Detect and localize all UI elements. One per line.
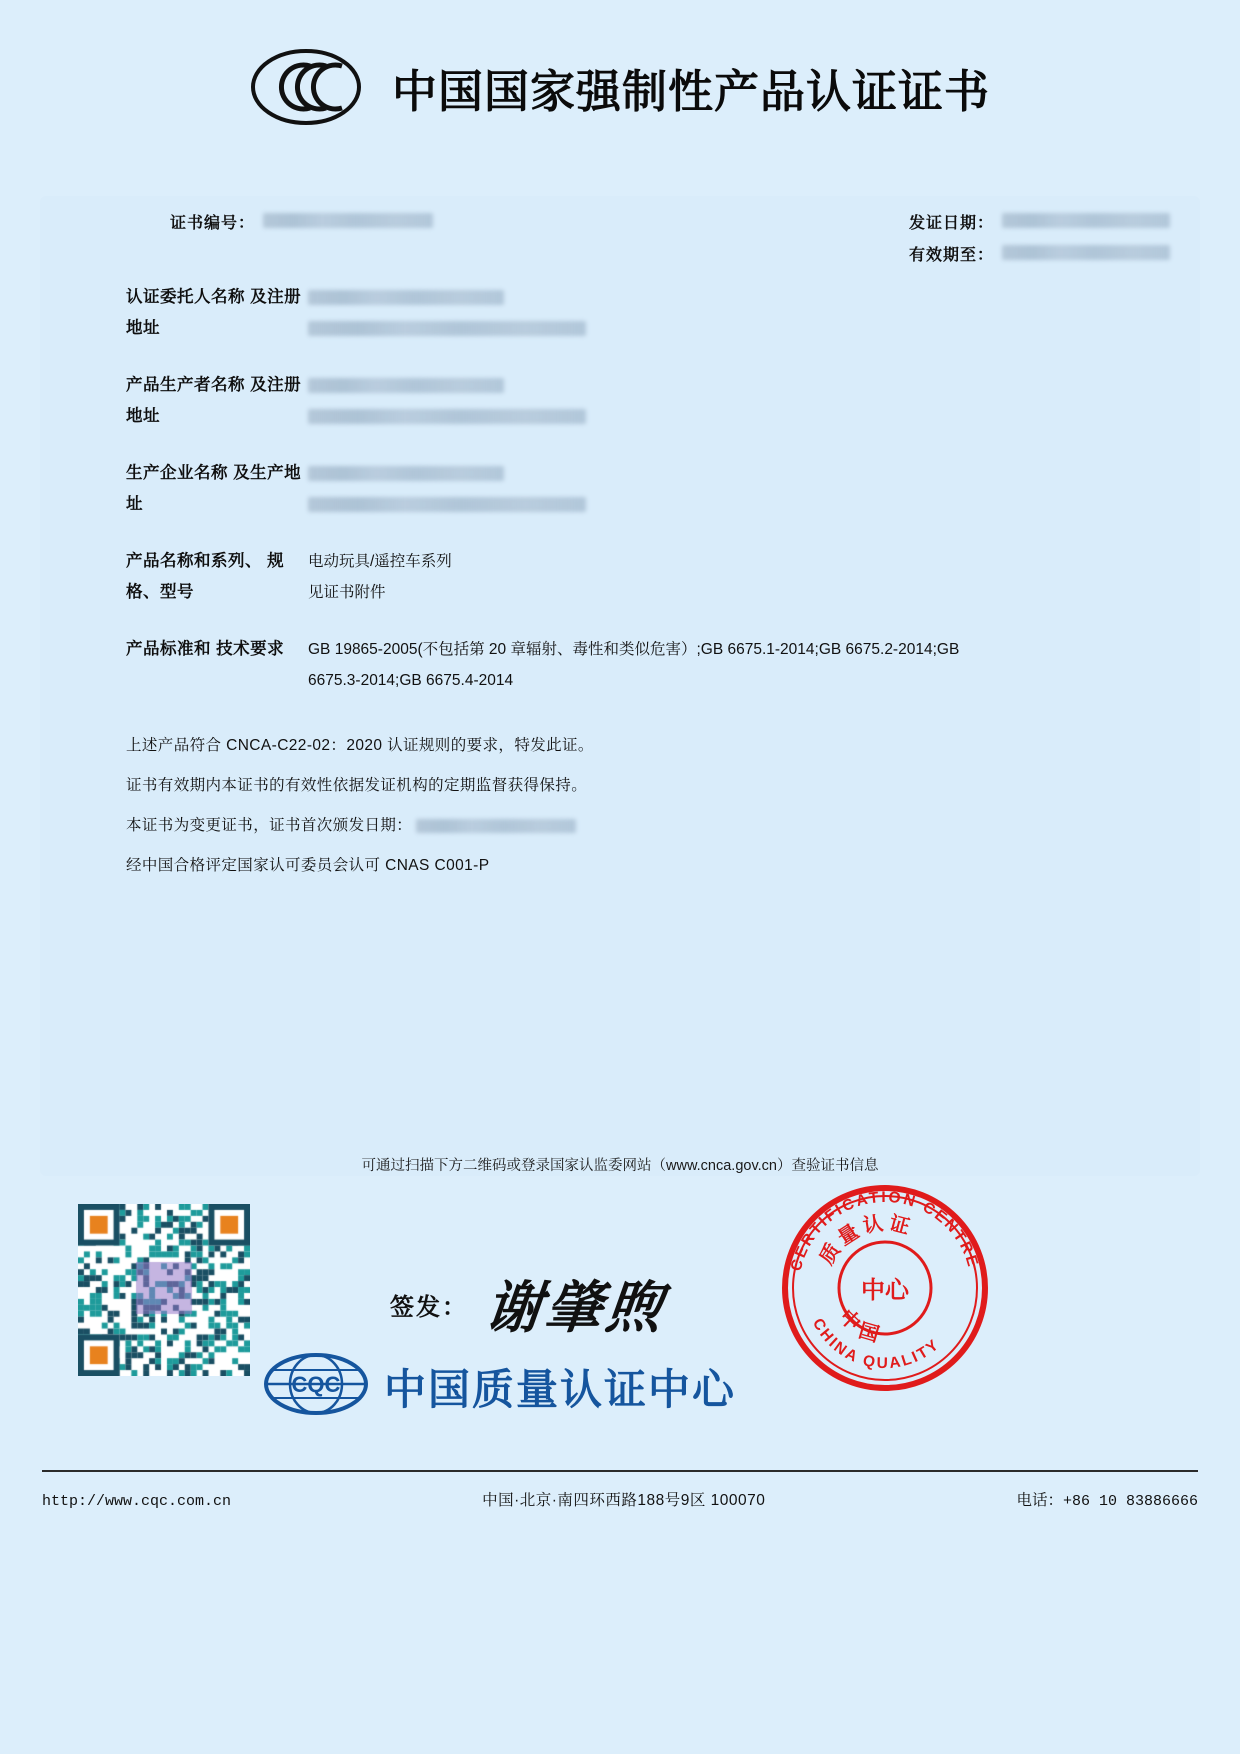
statement-line: 经中国合格评定国家认可委员会认可 CNAS C001-P bbox=[126, 857, 490, 874]
signature-name: 谢肇煦 bbox=[482, 1275, 670, 1341]
issue-date-value-redacted bbox=[1002, 213, 1170, 228]
certificate-panel bbox=[40, 196, 1200, 1176]
footer-address: 中国·北京·南四环西路188号9区 100070 bbox=[482, 1492, 766, 1509]
official-seal bbox=[775, 1178, 995, 1398]
signature-area bbox=[390, 1264, 670, 1344]
field-label bbox=[126, 634, 308, 696]
field-label-line2: 及注册地址 bbox=[126, 288, 302, 337]
svg-text:CQC: CQC bbox=[291, 1372, 341, 1397]
field-value bbox=[308, 458, 1166, 520]
field-value bbox=[308, 634, 1166, 696]
signature-label: 签发： bbox=[390, 1293, 468, 1321]
svg-text:中心: 中心 bbox=[861, 1277, 909, 1304]
field-label bbox=[126, 546, 308, 608]
field-value-line1: GB 19865-2005(不包括第 20 章辐射、毒性和类似危害）;GB 6675.1-2014;GB 6675.2-2014;GB bbox=[308, 641, 960, 658]
certificate-number bbox=[170, 210, 433, 274]
footer-phone-label: 电话： bbox=[1016, 1492, 1063, 1509]
field-label-line1: 生产企业名称 bbox=[126, 464, 228, 482]
valid-until-label: 有效期至： bbox=[908, 247, 994, 264]
field-row bbox=[126, 370, 1166, 432]
field-row bbox=[126, 634, 1166, 696]
field-value-line2: 见证书附件 bbox=[308, 584, 386, 601]
cqc-logo-icon bbox=[262, 1352, 370, 1421]
field-row bbox=[126, 282, 1166, 344]
field-label-line2: 及注册地址 bbox=[126, 376, 302, 425]
field-label-line1: 认证委托人名称 bbox=[126, 288, 245, 306]
page-title: 中国国家强制性产品认证证书 bbox=[391, 65, 990, 117]
footer-website[interactable]: http://www.cqc.com.cn bbox=[42, 1493, 232, 1510]
field-row bbox=[126, 458, 1166, 520]
issue-date-row bbox=[909, 210, 1170, 233]
issue-date-label: 发证日期： bbox=[908, 215, 994, 232]
field-label-line2: 规格、型号 bbox=[126, 552, 285, 601]
page-footer bbox=[42, 1488, 1198, 1510]
svg-text:中国: 中国 bbox=[834, 1305, 888, 1349]
field-value-line2: 6675.3-2014;GB 6675.4-2014 bbox=[308, 672, 514, 689]
qr-code[interactable] bbox=[78, 1204, 250, 1376]
field-value-redacted bbox=[308, 378, 504, 393]
field-value-redacted bbox=[308, 290, 504, 305]
field-label-line1: 产品生产者名称 bbox=[126, 376, 245, 394]
ccc-logo-icon bbox=[250, 48, 362, 126]
footer-divider bbox=[42, 1470, 1198, 1472]
organization-mark bbox=[262, 1352, 736, 1421]
svg-text:CERTIFICATION CENTRE: CERTIFICATION CENTRE bbox=[787, 1188, 982, 1273]
field-label bbox=[126, 282, 308, 344]
certificate-number-value-redacted bbox=[263, 213, 433, 228]
field-label-line2: 技术要求 bbox=[216, 640, 285, 658]
field-label-line2: 及生产地址 bbox=[126, 464, 302, 513]
field-label bbox=[126, 458, 308, 520]
field-value-redacted bbox=[308, 409, 586, 424]
field-label-line1: 产品名称和系列、 bbox=[126, 552, 262, 570]
field-value-redacted bbox=[308, 466, 504, 481]
certificate-dates bbox=[909, 210, 1170, 274]
field-row bbox=[126, 546, 1166, 608]
svg-text:质量认证: 质量认证 bbox=[815, 1212, 916, 1269]
organization-name: 中国质量认证中心 bbox=[384, 1365, 737, 1413]
first-issue-date-redacted bbox=[416, 819, 576, 833]
statement-line: 证书有效期内本证书的有效性依据发证机构的定期监督获得保持。 bbox=[126, 777, 588, 794]
statement-line: 上述产品符合 CNCA-C22-02：2020 认证规则的要求，特发此证。 bbox=[126, 737, 594, 754]
verify-note: 可通过扫描下方二维码或登录国家认监委网站（www.cnca.gov.cn）查验证书信息 bbox=[361, 1158, 879, 1174]
field-value-line1: 电动玩具/遥控车系列 bbox=[308, 553, 452, 570]
certificate-number-label: 证书编号： bbox=[170, 215, 256, 232]
footer-phone-number: +86 10 83886666 bbox=[1062, 1493, 1198, 1510]
field-label-line1: 产品标准和 bbox=[126, 640, 211, 658]
field-label bbox=[126, 370, 308, 432]
field-value-redacted bbox=[308, 497, 586, 512]
valid-until-value-redacted bbox=[1002, 245, 1170, 260]
page-header bbox=[0, 0, 1240, 126]
statement-text: 本证书为变更证书，证书首次颁发日期： bbox=[126, 817, 413, 834]
certificate-fields bbox=[126, 282, 1166, 722]
certificate-statements bbox=[126, 734, 1166, 894]
field-value bbox=[308, 282, 1166, 344]
field-value bbox=[308, 546, 1166, 608]
certificate-number-row bbox=[170, 210, 1170, 274]
svg-text:CHINA QUALITY: CHINA QUALITY bbox=[808, 1315, 944, 1373]
statement-line-with-redaction bbox=[126, 814, 1166, 838]
field-value bbox=[308, 370, 1166, 432]
valid-until-row bbox=[909, 242, 1170, 265]
field-value-redacted bbox=[308, 321, 586, 336]
footer-phone bbox=[1016, 1488, 1198, 1510]
